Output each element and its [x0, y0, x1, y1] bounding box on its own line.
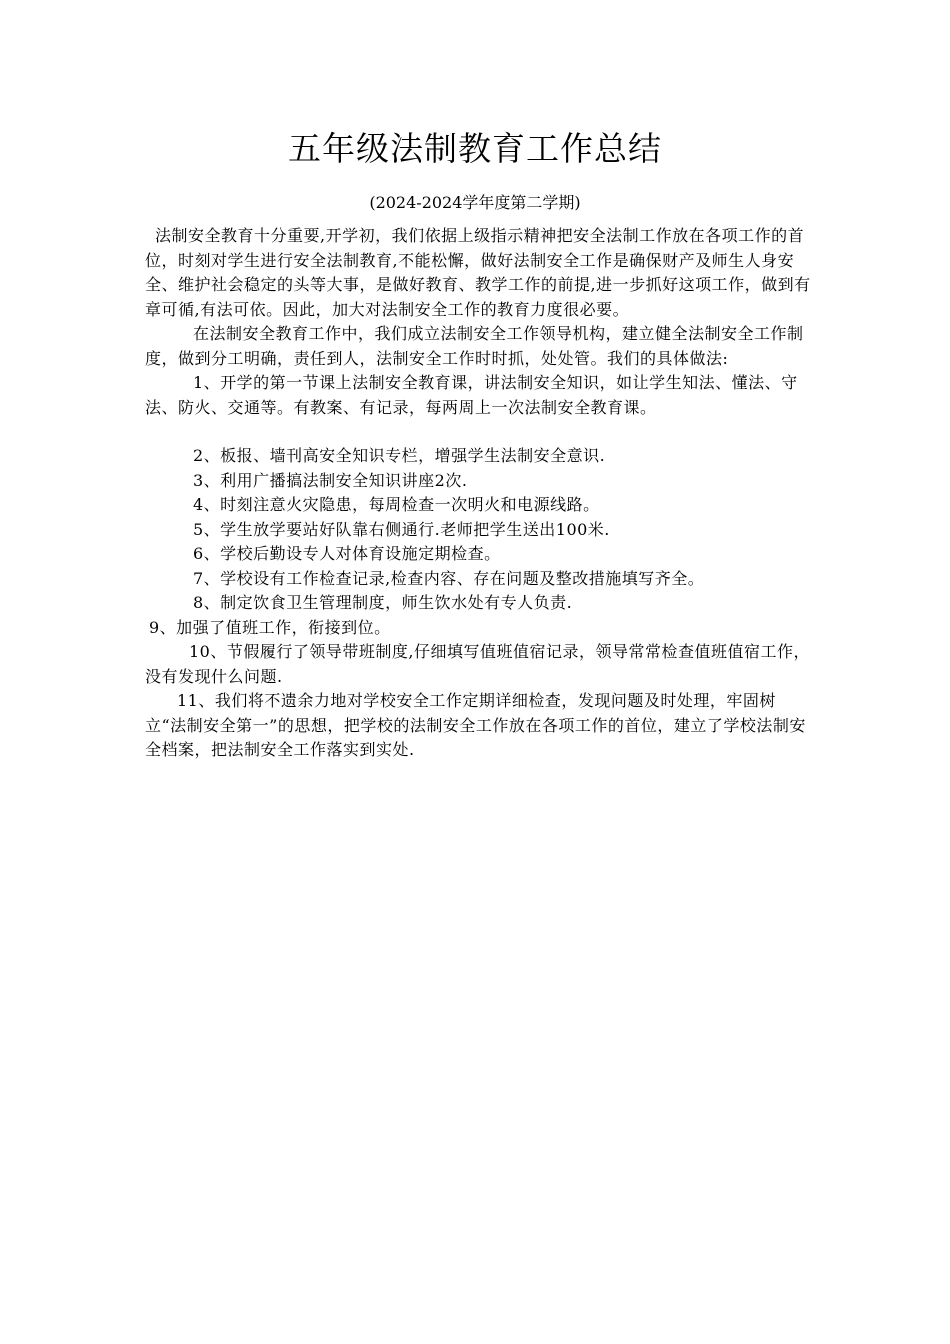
list-item-4: 4、时刻注意火灾隐患，每周检查一次明火和电源线路。: [193, 495, 600, 514]
list-item-5: 5、学生放学要站好队靠右侧通行.老师把学生送出100米.: [193, 519, 610, 539]
list-item-11: 11、我们将不遗余力地对学校安全工作定期详细检查，发现问题及时处理，牢固树立“法制安全第一”的思想，把学校的法制安全工作放在各项工作的首位，建立了学校法制安全档案，把法制安全工作落实到实处.: [145, 691, 806, 759]
list-item-7: 7、学校设有工作检查记录,检查内容、存在问题及整改措施填写齐全。: [193, 568, 705, 588]
paragraph-approach: 在法制安全教育工作中，我们成立法制安全工作领导机构，建立健全法制安全工作制度，做到分工明确，责任到人，法制安全工作时时抓，处处管。我们的具体做法:: [145, 324, 804, 368]
list-item-6: 6、学校后勤设专人对体育设施定期检查。: [193, 544, 501, 563]
paragraph-intro: 法制安全教育十分重要,开学初，我们依据上级指示精神把安全法制工作放在各项工作的首位，时刻对学生进行安全法制教育,不能松懈，做好法制安全工作是确保财产及师生人身安全、维护社会稳定的头等大事，是做好教育、教学工作的前提,进一步抓好这项工作，做到有章可循,有法可依。因此，加大对法制安全工作的教育力度很必要。: [145, 226, 811, 319]
document-subtitle: (2024-2024学年度第二学期): [369, 193, 581, 212]
list-item-8: 8、制定饮食卫生管理制度，师生饮水处有专人负责.: [193, 593, 573, 612]
list-item-10: 10、节假履行了领导带班制度,仔细填写值班值宿记录，领导常常检查值班值宿工作，没有发现什么问题.: [145, 642, 810, 686]
document-body: [145, 224, 815, 763]
paragraph-gap: [145, 420, 815, 444]
list-item-2: 2、板报、墙刊高安全知识专栏，增强学生法制安全意识.: [193, 446, 606, 465]
list-item-3: 3、利用广播搞法制安全知识讲座2次.: [193, 470, 468, 490]
list-item-1: 1、开学的第一节课上法制安全教育课，讲法制安全知识，如让学生知法、懂法、守法、防火、交通等。有教案、有记录，每两周上一次法制安全教育课。: [145, 373, 798, 417]
list-item-9: 9、加强了值班工作，衔接到位。: [149, 617, 391, 637]
document-title: 五年级法制教育工作总结: [288, 129, 662, 168]
